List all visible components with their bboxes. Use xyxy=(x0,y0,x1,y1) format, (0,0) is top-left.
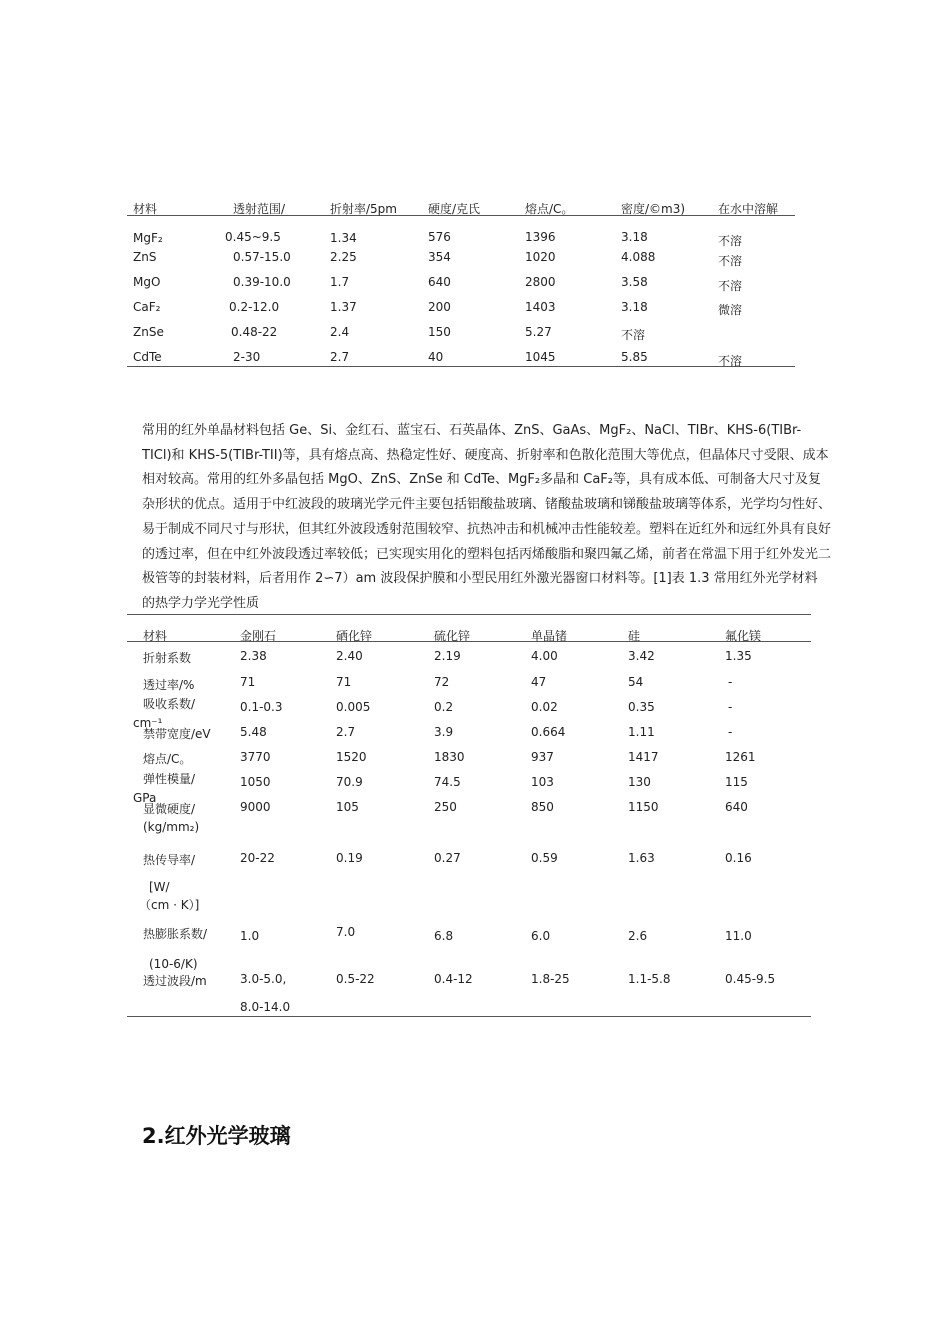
table-2-cell: 5.48 xyxy=(240,725,267,739)
table-2-cell: 1050 xyxy=(240,775,271,789)
table-2-cell: 4.00 xyxy=(531,649,558,663)
section-heading: 2.红外光学玻璃 xyxy=(142,1124,291,1148)
table-1-header-melting: 熔点/C。 xyxy=(525,202,574,216)
table-2-cell: 0.35 xyxy=(628,700,655,714)
table-2-cell: - xyxy=(728,675,733,689)
table-1-cell: 3.18 xyxy=(621,230,648,244)
table-2-cell: 1520 xyxy=(336,750,367,764)
table-2-cell: 1261 xyxy=(725,750,756,764)
table-2-cell: 54 xyxy=(628,675,644,689)
table-2-header-material: 材料 xyxy=(143,629,168,643)
table-1-cell: 40 xyxy=(428,350,444,364)
table-1-cell: 1.7 xyxy=(330,275,350,289)
table-2-cell: 0.5-22 xyxy=(336,972,375,986)
table-1-cell: CdTe xyxy=(133,350,162,364)
table-2-cell: 11.0 xyxy=(725,929,752,943)
table-1-cell: 150 xyxy=(428,325,451,339)
paragraph-line: TICl)和 KHS-5(TIBr-TII)等，具有熔点高、热稳定性好、硬度高、折射率和色散化范围大等优点，但晶体尺寸受限、成本 xyxy=(142,447,829,463)
table-2-cell: 6.0 xyxy=(531,929,551,943)
table-2-cell: 0.27 xyxy=(434,851,461,865)
table-1-cell: 0.2-12.0 xyxy=(229,300,280,314)
table-2-cell: 3.0-5.0, xyxy=(240,972,287,986)
paragraph-line: 常用的红外单晶材料包括 Ge、Si、金红石、蓝宝石、石英晶体、ZnS、GaAs、MgF₂、NaCl、TIBr、KHS-6(TIBr- xyxy=(142,423,802,438)
table-2-row-label: 吸收系数/ xyxy=(143,697,196,711)
table-2-cell: 0.664 xyxy=(531,725,566,739)
table-2-cell: 0.19 xyxy=(336,851,363,865)
table-2-cell: 2.7 xyxy=(336,725,356,739)
table-2-header-diamond: 金刚石 xyxy=(240,629,277,643)
paragraph-line: 易于制成不同尺寸与形状，但其红外波段透射范围较窄、抗热冲击和机械冲击性能较差。塑料在近红外和远红外具有良好 xyxy=(142,521,832,537)
table-2-row-label-unit: (10-6/K) xyxy=(149,957,198,971)
table-2-cell: 1.35 xyxy=(725,649,752,663)
table-1-cell: 2.7 xyxy=(330,350,350,364)
table-2-row-label-clip xyxy=(133,787,157,805)
table-1-cell: 354 xyxy=(428,250,451,264)
table-1-header-hardness: 硬度/克氏 xyxy=(428,202,481,216)
table-2-row-label: 弹性模量/ xyxy=(143,772,196,786)
paragraph-line: 极管等的封装材料，后者用作 2∽7）am 波段保护膜和小型民用红外激光器窗口材料等。[1]表 1.3 常用红外光学材料 xyxy=(142,571,818,587)
table-2-header-znse: 硒化锌 xyxy=(336,629,373,643)
table-2-row-label: 禁带宽度/eV xyxy=(143,727,211,741)
table-1-cell: 1045 xyxy=(525,350,556,364)
table-1-cell: 200 xyxy=(428,300,451,314)
table-1-cell: 5.85 xyxy=(621,350,648,364)
table-2-cell: 1.8-25 xyxy=(531,972,570,986)
table-2-row-label-unit: [W/ xyxy=(149,880,170,894)
table-1-cell: 不溶 xyxy=(621,328,646,342)
table-2-cell: 70.9 xyxy=(336,775,363,789)
table-2-cell: 6.8 xyxy=(434,929,454,943)
table-1-cell: ZnS xyxy=(133,250,157,264)
table-1-cell: 640 xyxy=(428,275,451,289)
table-2-cell: 0.45-9.5 xyxy=(725,972,776,986)
table-2-row-label: 折射系数 xyxy=(143,651,192,665)
table-2-row-label: 热传导率/ xyxy=(143,853,196,867)
table-2-cell: 0.1-0.3 xyxy=(240,700,283,714)
table-2-cell: 72 xyxy=(434,675,450,689)
table-2-top-rule xyxy=(127,614,811,615)
paragraph-line: 相对较高。常用的红外多晶包括 MgO、ZnS、ZnSe 和 CdTe、MgF₂多晶和 CaF₂等，具有成本低、可制备大尺寸及复 xyxy=(142,472,821,488)
table-2-row-label-unit: cm⁻¹ xyxy=(133,716,163,730)
table-2-cell: 3.42 xyxy=(628,649,655,663)
table-1-cell: 微溶 xyxy=(718,303,743,317)
paragraph-line: 的透过率，但在中红外波段透过率较低；已实现实用化的塑料包括丙烯酸脂和聚四氟乙烯，前者在常温下用于红外发光二 xyxy=(142,546,832,562)
table-2-header-zns: 硫化锌 xyxy=(434,629,471,643)
table-2-row-label-unit: (kg/mm₂) xyxy=(143,820,200,834)
table-1-cell: 不溶 xyxy=(718,254,743,268)
table-2-cell: 2.40 xyxy=(336,649,363,663)
table-2-cell: 0.2 xyxy=(434,700,454,714)
table-1-cell: 576 xyxy=(428,230,451,244)
table-2-cell: 2.6 xyxy=(628,929,648,943)
table-2-cell: 9000 xyxy=(240,800,271,814)
table-1-bottom-rule xyxy=(127,366,795,367)
table-2-row-label: 熔点/C。 xyxy=(143,752,192,766)
table-2-cell: 8.0-14.0 xyxy=(240,1000,291,1014)
table-2-cell: 1.1-5.8 xyxy=(628,972,671,986)
table-2-cell: 1417 xyxy=(628,750,659,764)
table-2-cell: 130 xyxy=(628,775,651,789)
table-1-cell: 不溶 xyxy=(718,234,743,248)
table-1-cell: 4.088 xyxy=(621,250,656,264)
table-2-cell: - xyxy=(728,700,733,714)
table-2-row-label: 显微硬度/ xyxy=(143,802,196,816)
table-2-bottom-rule xyxy=(127,1016,811,1017)
table-2-cell: 1830 xyxy=(434,750,465,764)
table-2-row-label: 透过率/% xyxy=(143,678,195,692)
table-2-cell: 0.4-12 xyxy=(434,972,473,986)
table-2-cell: 3770 xyxy=(240,750,271,764)
table-2-cell: 1150 xyxy=(628,800,659,814)
table-2-cell: 20-22 xyxy=(240,851,275,865)
table-1-cell: ZnSe xyxy=(133,325,164,339)
table-1-cell: MgF₂ xyxy=(133,231,163,245)
table-1-cell: 0.39-10.0 xyxy=(233,275,291,289)
table-2-cell: 0.59 xyxy=(531,851,558,865)
table-2-cell: 1.63 xyxy=(628,851,655,865)
table-2-cell: 1.0 xyxy=(240,929,260,943)
table-2-cell: 115 xyxy=(725,775,748,789)
table-2-cell: - xyxy=(728,725,733,739)
table-1-cell: 3.58 xyxy=(621,275,648,289)
body-paragraph xyxy=(142,419,884,617)
table-1-cell: 1.37 xyxy=(330,300,357,314)
table-2-cell: 2.38 xyxy=(240,649,267,663)
table-1-cell: 0.45~9.5 xyxy=(225,230,281,244)
table-2-cell: 74.5 xyxy=(434,775,461,789)
table-2-header-ge: 单晶锗 xyxy=(531,629,568,643)
table-2-cell: 640 xyxy=(725,800,748,814)
table-2-cell: 3.9 xyxy=(434,725,454,739)
table-2-row-label-unit: （cm · K）] xyxy=(139,898,200,912)
table-2-cell: 71 xyxy=(336,675,352,689)
table-1-header-transmission: 透射范围/ xyxy=(233,202,286,216)
table-2-cell: 250 xyxy=(434,800,457,814)
table-2-cell: 0.16 xyxy=(725,851,752,865)
table-2-cell: 0.02 xyxy=(531,700,558,714)
table-1-cell: 0.57-15.0 xyxy=(233,250,291,264)
table-2-row-label-unit: GPa xyxy=(133,791,157,805)
table-1-cell: 不溶 xyxy=(718,279,743,293)
table-1-cell: 2800 xyxy=(525,275,556,289)
table-2-row-label: 热膨胀系数/ xyxy=(143,927,208,941)
table-1-cell: 1403 xyxy=(525,300,556,314)
table-1-header-refractive: 折射率/5pm xyxy=(330,202,397,216)
table-1-cell: 1020 xyxy=(525,250,556,264)
paragraph-line: 的热学力学光学性质 xyxy=(142,595,260,611)
table-1-header-density: 密度/©m3) xyxy=(621,202,686,216)
table-2-cell: 71 xyxy=(240,675,256,689)
table-1-cell: MgO xyxy=(133,275,161,289)
table-2-row-label: 透过波段/m xyxy=(143,974,207,988)
table-2-cell: 2.19 xyxy=(434,649,461,663)
table-1-cell: 2.4 xyxy=(330,325,350,339)
table-1-cell: 2.25 xyxy=(330,250,357,264)
table-1-cell: 0.48-22 xyxy=(231,325,278,339)
table-2-cell: 105 xyxy=(336,800,359,814)
table-2-cell: 47 xyxy=(531,675,547,689)
table-2-row-label-clip xyxy=(133,712,163,730)
table-2-cell: 103 xyxy=(531,775,554,789)
table-1-cell: 不溶 xyxy=(718,354,743,368)
table-1-cell: 3.18 xyxy=(621,300,648,314)
table-2-header-mgf2: 氟化镁 xyxy=(725,629,762,643)
table-2-cell: 7.0 xyxy=(336,925,356,939)
table-1-cell: 5.27 xyxy=(525,325,552,339)
table-2-cell: 937 xyxy=(531,750,554,764)
paragraph-line: 杂形状的优点。适用于中红波段的玻璃光学元件主要包括铝酸盐玻璃、锗酸盐玻璃和锑酸盐玻璃等体系，光学均匀性好、 xyxy=(142,497,832,513)
table-2-cell: 1.11 xyxy=(628,725,655,739)
table-1-header-solubility: 在水中溶解 xyxy=(718,202,779,216)
table-2-header-si: 硅 xyxy=(628,629,641,643)
table-1-cell: 2-30 xyxy=(233,350,261,364)
table-1-cell: 1.34 xyxy=(330,231,357,245)
table-1-cell: 1396 xyxy=(525,230,556,244)
table-2-cell: 0.005 xyxy=(336,700,371,714)
table-1-header-material: 材料 xyxy=(133,202,158,216)
table-2-cell: 850 xyxy=(531,800,554,814)
table-1-cell: CaF₂ xyxy=(133,300,161,314)
